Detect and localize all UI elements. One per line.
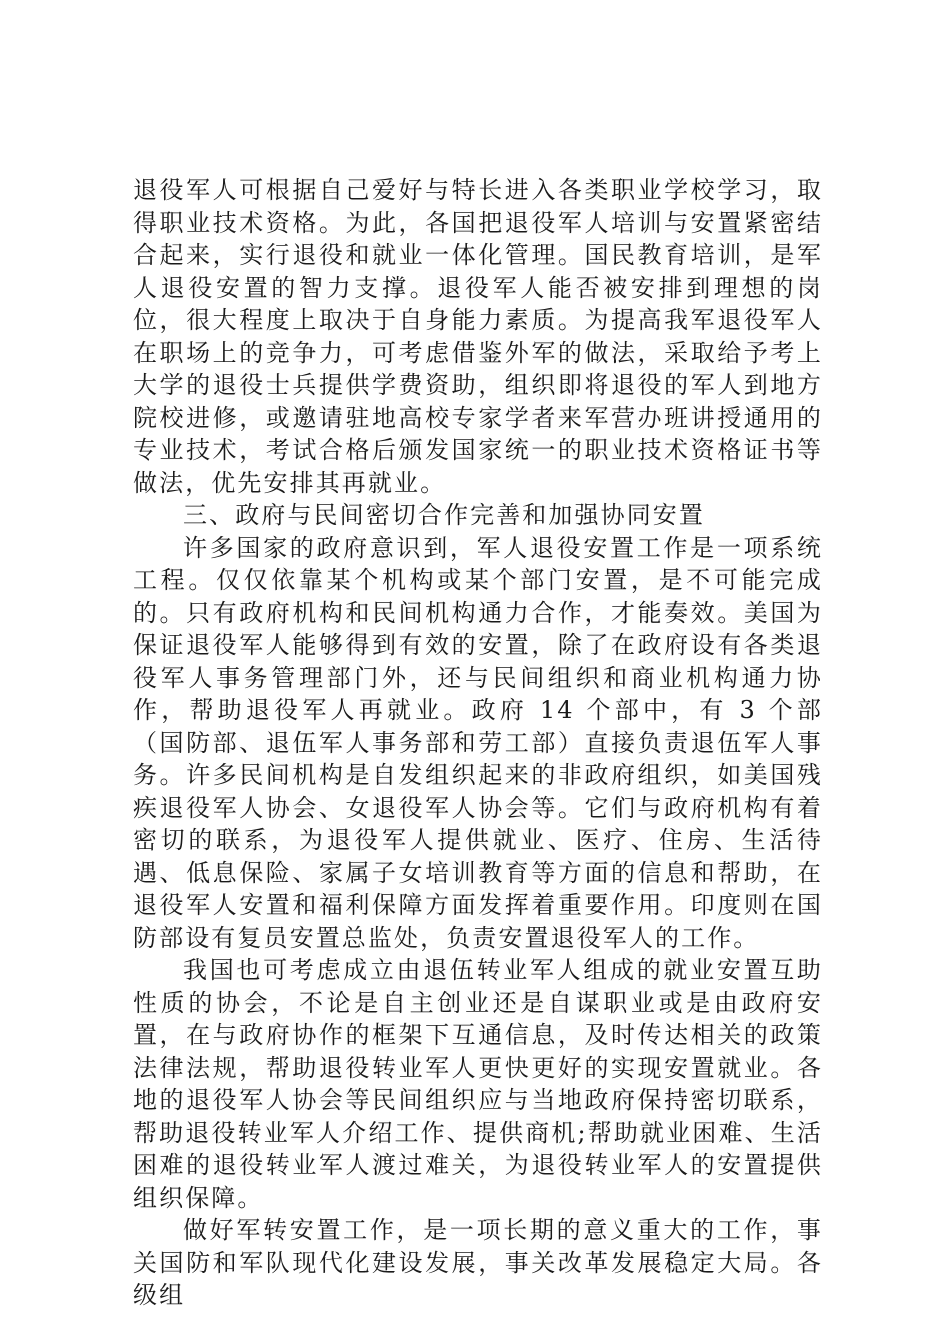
section-heading-3: 三、政府与民间密切合作完善和加强协同安置 <box>183 501 705 529</box>
paragraph-conclusion: 做好军转安置工作，是一项长期的意义重大的工作，事关国防和军队现代化建设发展，事关改革发展稳定大局。各级组 <box>133 1216 823 1309</box>
paragraph-vocational-training: 退役军人可根据自己爱好与特长进入各类职业学校学习，取得职业技术资格。为此，各国把退役军人培训与安置紧密结合起来，实行退役和就业一体化管理。国民教育培训，是军人退役安置的智力支撑。退役军人能否被安排到理想的岗位，很大程度上取决于自身能力素质。为提高我军退役军人在职场上的竞争力，可考虑借鉴外军的做法，采取给予考上大学的退役士兵提供学费资助，组织即将退役的军人到地方院校进修，或邀请驻地高校专家学者来军营办班讲授通用的专业技术，考试合格后颁发国家统一的职业技术资格证书等做法，优先安排其再就业。 <box>133 176 823 497</box>
paragraph-government-civil-cooperation: 许多国家的政府意识到，军人退役安置工作是一项系统工程。仅仅依靠某个机构或某个部门安置，是不可能完成的。只有政府机构和民间机构通力合作，才能奏效。美国为保证退役军人能够得到有效的安置，除了在政府设有各类退役军人事务管理部门外，还与民间组织和商业机构通力协作，帮助退役军人再就业。政府 14 个部中，有 3 个部（国防部、退伍军人事务部和劳工部）直接负责退伍军人事务。许多民间机构是自发组织起来的非政府组织，如美国残疾退役军人协会、女退役军人协会等。它们与政府机构有着密切的联系，为退役军人提供就业、医疗、住房、生活待遇、低息保险、家属子女培训教育等方面的信息和帮助，在退役军人安置和福利保障方面发挥着重要作用。印度则在国防部设有复员安置总监处，负责安置退役军人的工作。 <box>133 533 823 952</box>
document-body <box>133 174 823 1312</box>
paragraph-mutual-aid-association: 我国也可考虑成立由退伍转业军人组成的就业安置互助性质的协会，不论是自主创业还是自谋职业或是由政府安置，在与政府协作的框架下互通信息，及时传达相关的政策法律法规，帮助退役转业军人更快更好的实现安置就业。各地的退役军人协会等民间组织应与当地政府保持密切联系，帮助退役转业军人介绍工作、提供商机;帮助就业困难、生活困难的退役转业军人渡过难关，为退役转业军人的安置提供组织保障。 <box>133 956 823 1212</box>
